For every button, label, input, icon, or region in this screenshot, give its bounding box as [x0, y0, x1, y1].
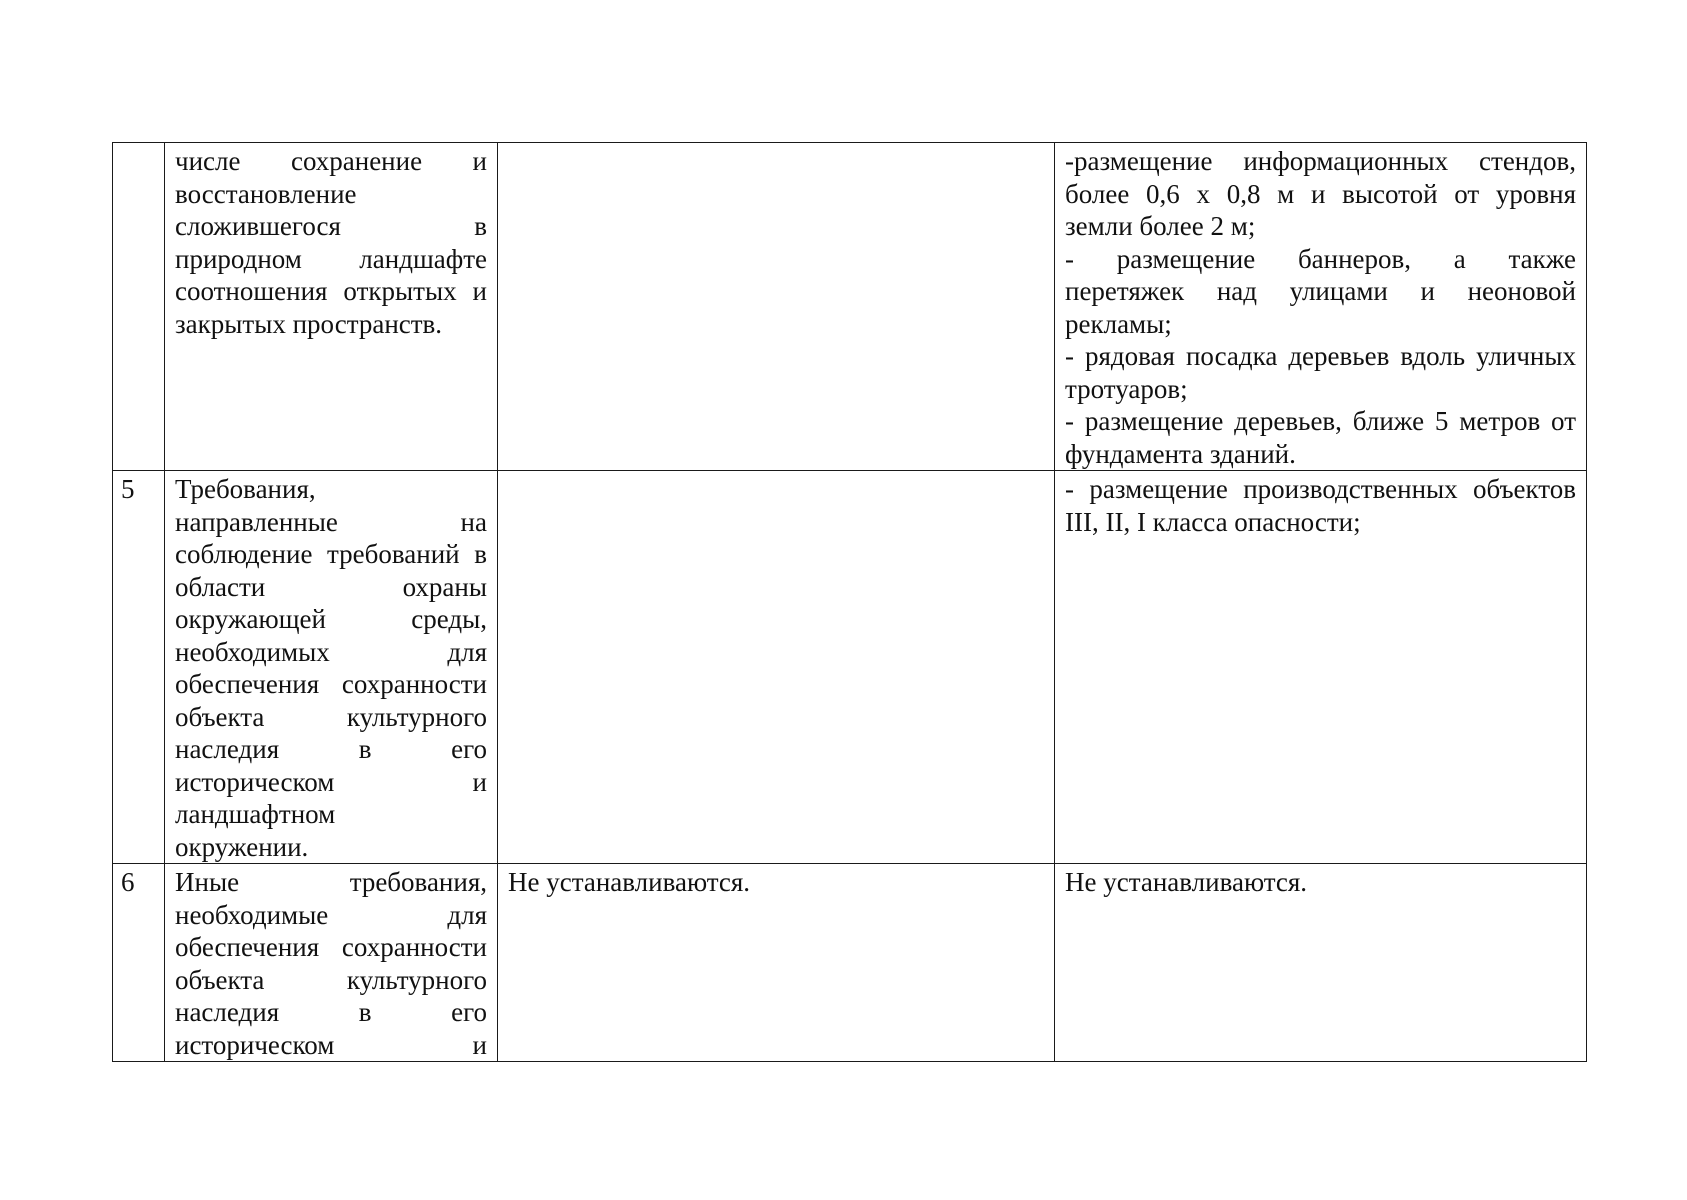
table-row — [113, 864, 1587, 1062]
text-line: историческом и — [175, 1029, 487, 1060]
text-line: природном ландшафте — [175, 243, 487, 274]
table-row — [113, 143, 1587, 471]
text-line: восстановление — [175, 178, 357, 209]
text-line: направленные на — [175, 506, 487, 537]
text-line: перетяжек над улицами и неоновой — [1065, 276, 1576, 306]
text-line: наследия в его — [175, 997, 487, 1027]
allowed-cell — [498, 143, 1055, 471]
text-line: фундамента зданий. — [1065, 438, 1296, 469]
requirement-cell — [165, 864, 498, 1062]
text-line: объекта культурного — [175, 701, 487, 732]
text-line: - размещение баннеров, а также — [1065, 243, 1576, 274]
text-line: - размещение деревьев, ближе 5 метров от — [1065, 406, 1576, 436]
text-line: Не устанавливаются. — [1065, 867, 1308, 897]
allowed-cell — [498, 471, 1055, 864]
text-line: обеспечения сохранности — [175, 932, 487, 962]
text-line: закрытых пространств. — [175, 308, 443, 339]
row-number-cell: 6 — [113, 864, 165, 1062]
text-line: соотношения открытых и — [175, 276, 487, 306]
text-line: тротуаров; — [1065, 373, 1188, 404]
text-line: наследия в его — [175, 734, 487, 764]
text-line: историческом и — [175, 766, 487, 797]
text-line: - рядовая посадка деревьев вдоль уличных — [1065, 341, 1576, 371]
row-number-cell: 5 — [113, 471, 165, 864]
table-row — [113, 471, 1587, 864]
text-line: земли более 2 м; — [1065, 211, 1256, 241]
text-line: необходимые для — [175, 899, 487, 930]
allowed-cell: Не устанавливаются. — [498, 864, 1055, 1062]
text-line: сложившегося в — [175, 211, 487, 241]
text-line: рекламы; — [1065, 308, 1172, 339]
text-line: объекта культурного — [175, 964, 487, 995]
text-line: Требования, — [175, 474, 316, 504]
text-line: области охраны — [175, 571, 487, 602]
requirement-cell — [165, 143, 498, 471]
text-line: ландшафтном — [175, 799, 336, 829]
text-line: более 0,6 х 0,8 м и высотой от уровня — [1065, 178, 1576, 209]
requirements-table — [112, 142, 1587, 1062]
text-line: окружении. — [175, 831, 309, 862]
text-line: необходимых для — [175, 636, 487, 667]
text-line: окружающей среды, — [175, 604, 487, 634]
text-line: -размещение информационных стендов, — [1065, 146, 1576, 176]
text-line: III, II, I класса опасности; — [1065, 506, 1361, 537]
restriction-cell — [1055, 471, 1587, 864]
text-line: обеспечения сохранности — [175, 669, 487, 699]
restriction-cell — [1055, 143, 1587, 471]
text-line: числе сохранение и — [175, 146, 487, 176]
text-line: Иные требования, — [175, 867, 487, 897]
text-line: соблюдение требований в — [175, 539, 487, 569]
requirement-cell — [165, 471, 498, 864]
row-number-cell — [113, 143, 165, 471]
text-line: - размещение производственных объектов — [1065, 474, 1576, 504]
restriction-cell — [1055, 864, 1587, 1062]
